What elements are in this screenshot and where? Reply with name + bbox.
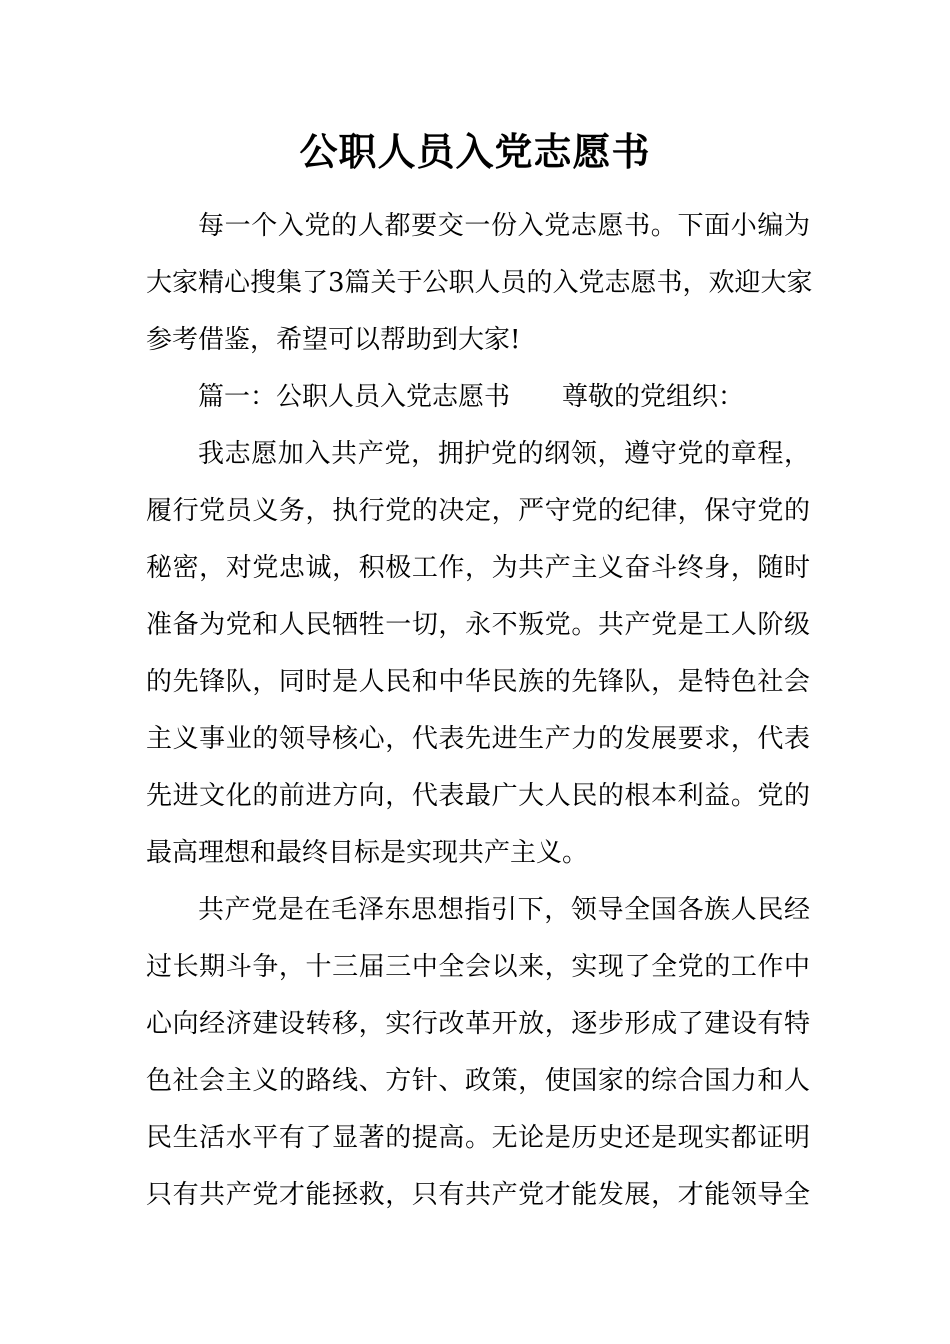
- paragraph-line: 过长期斗争，十三届三中全会以来，实现了全党的工作中: [146, 952, 810, 982]
- section-heading-line: [146, 369, 810, 426]
- paragraph-line: 我志愿加入共产党，拥护党的纲领，遵守党的章程，: [198, 439, 810, 469]
- paragraph-body-2: [146, 882, 810, 1224]
- paragraph-line: 先进文化的前进方向，代表最广大人民的根本利益。党的: [146, 781, 810, 811]
- salutation: 尊敬的党组织：: [562, 382, 745, 412]
- paragraph-line: 只有共产党才能拯救，只有共产党才能发展，才能领导全: [146, 1180, 810, 1210]
- paragraph-line: 大家精心搜集了3篇关于公职人员的入党志愿书，欢迎大家: [146, 268, 813, 298]
- document-title: 公职人员入党志愿书: [299, 129, 651, 174]
- section-heading: 篇一：公职人员入党志愿书: [198, 382, 511, 412]
- paragraph-body-1: [146, 426, 810, 882]
- paragraph-line: 准备为党和人民牺牲一切，永不叛党。共产党是工人阶级: [146, 610, 810, 640]
- paragraph-line: 参考借鉴，希望可以帮助到大家!: [146, 325, 521, 355]
- paragraph-line: 履行党员义务，执行党的决定，严守党的纪律，保守党的: [146, 496, 810, 526]
- paragraph-line: 秘密，对党忠诚，积极工作，为共产主义奋斗终身，随时: [146, 553, 810, 583]
- paragraph-line: 最高理想和最终目标是实现共产主义。: [146, 838, 589, 868]
- paragraph-line: 主义事业的领导核心，代表先进生产力的发展要求，代表: [146, 724, 810, 754]
- paragraph-intro: [146, 198, 813, 369]
- paragraph-line: 每一个入党的人都要交一份入党志愿书。下面小编为: [198, 211, 810, 241]
- document-body: [146, 198, 813, 1224]
- paragraph-line: 共产党是在毛泽东思想指引下，领导全国各族人民经: [198, 895, 810, 925]
- paragraph-line: 的先锋队，同时是人民和中华民族的先锋队，是特色社会: [146, 667, 810, 697]
- paragraph-line: 心向经济建设转移，实行改革开放，逐步形成了建设有特: [146, 1009, 810, 1039]
- paragraph-line: 色社会主义的路线、方针、政策，使国家的综合国力和人: [146, 1066, 810, 1096]
- paragraph-line: 民生活水平有了显著的提高。无论是历史还是现实都证明: [146, 1123, 810, 1153]
